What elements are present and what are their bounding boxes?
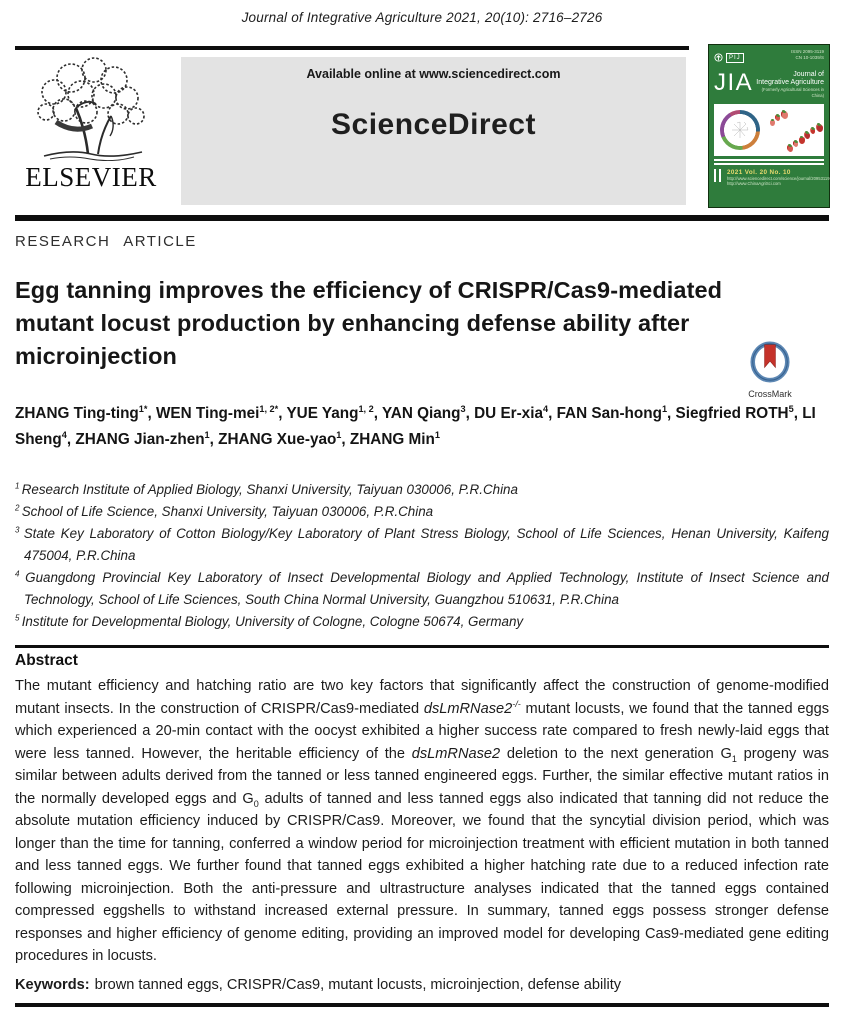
author-superscript: 1 bbox=[204, 429, 210, 440]
author-superscript: 3 bbox=[460, 403, 466, 414]
sciencedirect-banner bbox=[181, 57, 686, 205]
author-superscript: 1 bbox=[434, 429, 440, 440]
header-divider-top bbox=[15, 46, 689, 50]
elsevier-wordmark: ELSEVIER bbox=[25, 162, 157, 192]
article-title-line3: microinjection bbox=[15, 343, 178, 369]
author-name: ZHANG Xue-yao bbox=[218, 431, 337, 448]
author-superscript: 1* bbox=[138, 403, 148, 414]
caas-emblem-icon bbox=[714, 49, 723, 67]
strawberry-shape bbox=[782, 112, 788, 119]
strawberry-shape bbox=[805, 133, 810, 139]
cover-journal-name: Journal of Integrative Agriculture (Formerly Agricultural Sciences in China) bbox=[756, 71, 824, 98]
author-superscript: 4 bbox=[542, 403, 549, 414]
strawberry-shape bbox=[811, 129, 815, 134]
author-name: YUE Yang bbox=[286, 405, 359, 422]
affiliation-item: $^3$ State Key Laboratory of Cotton Biology/Key Laboratory of Plant Stress Biology, School of Life Sciences, Henan University, Kaifeng 475004, P.R.China bbox=[15, 525, 830, 563]
cover-issn-block bbox=[791, 49, 824, 61]
affiliation-item: $^2$ School of Life Science, Shanxi University, Taiyuan 030006, P.R.China bbox=[15, 503, 434, 519]
author-name: Siegfried ROTH bbox=[675, 405, 789, 422]
author-superscript: 1 bbox=[661, 403, 668, 414]
keywords-line bbox=[15, 977, 829, 993]
footer-divider bbox=[15, 1003, 829, 1007]
cover-issn-line2: CN 10-1039/S bbox=[795, 55, 824, 60]
strawberry-shape bbox=[794, 142, 798, 147]
affiliation-item: $^5$ Institute for Developmental Biology, University of Cologne, Cologne 50674, Germany bbox=[15, 613, 524, 629]
elsevier-logo-block bbox=[15, 56, 167, 210]
journal-cover-thumbnail bbox=[708, 44, 830, 208]
cover-jia-logo: JIA bbox=[714, 69, 754, 96]
crossmark-label: CrossMark bbox=[748, 389, 792, 399]
article-title-line1: Egg tanning improves the efficiency of CRISPR/Cas9-mediated bbox=[15, 277, 723, 303]
journal-citation: Journal of Integrative Agriculture 2021, 20(10): 2716–2726 bbox=[241, 10, 603, 25]
strawberry-shape bbox=[770, 120, 775, 126]
affiliation-item: $^4$ Guangdong Provincial Key Laboratory of Insect Developmental Biology and Applied Technology, Institute of Insect Science and Technology, School of Life Sciences, South China Normal University, Guangzhou 510631, P.R.China bbox=[15, 569, 830, 607]
cover-issue-line: 2021 Vol. 20 No. 10 bbox=[727, 168, 791, 176]
article-type-label: RESEARCH ARTICLE bbox=[15, 233, 197, 250]
article-title-line2: mutant locust production by enhancing defense ability after bbox=[15, 310, 690, 336]
author-superscript: 1 bbox=[336, 429, 342, 440]
cover-url-line1: http://www.sciencedirect.com/science/journal/20953119 bbox=[727, 175, 830, 181]
author-name: YAN Qiang bbox=[381, 405, 461, 422]
phylogenetic-ring-chart-image bbox=[720, 110, 760, 150]
abstract-text: The mutant efficiency and hatching ratio are two key factors that significantly affect the construction of genome-modified mutant insects. In the construction of CRISPR/Cas9-mediated dsLmRNase2-/- mutant locusts, we found that the tanned eggs which experienced a 20-min contact with the oocyst exhibited a higher success rate compared to fresh newly-laid eggs that were less tanned. However, the heritable efficiency of the dsLmRNase2 deletion to the next generation $G_1$ progeny was similar between adults derived from the tanned or less tanned engineered eggs. Further, the similar effective mutant ratios in the normally developed eggs and $G_0$ adults of tanned and less tanned eggs also indicated that tanning did not reduce the absolute mutation efficiency induced by CRISPR/Cas9. Moreover, we found that the syncytial division period, which was longer than the time for tanning, conferred a window period for microinjection treatment with efficient mutation in both tanned and less tanned eggs. We further found that tanned eggs exhibited a higher hatching rate due to a reduced infection rate following microinjection. Both the anti-pressure and ultrastructure analyses indicated that the tanned eggs contained compressed eggshells to withstand increased external pressure. In summary, tanned eggs possess stronger defense responses and higher efficiency of genome editing, providing an improved model for developing Cas9-mediated gene editing procedures in locusts. bbox=[15, 678, 829, 964]
elsevier-tree-icon bbox=[15, 56, 167, 161]
author-list: ZHANG Ting-ting$^{1*}$, WEN Ting-mei$^{1, 2*}$, YUE Yang$^{1, 2}$, YAN Qiang$^3$, DU Er-xia$^4$, FAN San-hong$^1$, Siegfried ROTH$^5$, LI Sheng$^4$, ZHANG Jian-zhen$^1$, ZHANG Xue-yao$^1$, ZHANG Min$^1$ bbox=[15, 403, 816, 448]
cover-highlight-rules bbox=[714, 159, 824, 165]
author-superscript: 1, 2 bbox=[358, 403, 374, 414]
article-title bbox=[15, 274, 815, 373]
author-name: LI Sheng bbox=[15, 405, 816, 448]
strawberry-shape bbox=[817, 125, 823, 132]
qr-code-icon bbox=[719, 169, 721, 182]
author-name: ZHANG Min bbox=[349, 431, 435, 448]
author-name: WEN Ting-mei bbox=[155, 405, 260, 422]
affiliation-list bbox=[15, 479, 829, 633]
author-name: DU Er-xia bbox=[474, 405, 543, 422]
author-name: ZHANG Jian-zhen bbox=[75, 431, 205, 448]
available-online-text: Available online at www.sciencedirect.com bbox=[306, 67, 561, 81]
qr-code-icon bbox=[714, 169, 716, 182]
strawberry-shape bbox=[776, 116, 780, 121]
crossmark-icon bbox=[750, 370, 790, 387]
author-superscript: 5 bbox=[788, 403, 794, 414]
cover-url-line2: http://www.ChinaAgriSci.com bbox=[727, 180, 781, 186]
author-superscript: 4 bbox=[61, 429, 67, 440]
author-name: ZHANG Ting-ting bbox=[15, 405, 139, 422]
journal-seal-icon: PIJ bbox=[726, 53, 744, 63]
sciencedirect-wordmark: ScienceDirect bbox=[331, 108, 536, 141]
author-name: FAN San-hong bbox=[556, 405, 662, 422]
cover-issn-line1: ISSN 2095-3119 bbox=[791, 49, 824, 54]
header-divider-bottom bbox=[15, 215, 829, 221]
keywords-text: brown tanned eggs, CRISPR/Cas9, mutant locusts, microinjection, defense ability bbox=[94, 977, 622, 993]
cover-artwork bbox=[714, 104, 824, 156]
strawberry-shape bbox=[788, 146, 793, 152]
strawberries-image bbox=[762, 106, 822, 154]
affiliation-item: $^1$ Research Institute of Applied Biology, Shanxi University, Taiyuan 030006, P.R.China bbox=[15, 481, 518, 497]
crossmark-button[interactable] bbox=[742, 341, 798, 399]
author-superscript: 1, 2* bbox=[259, 403, 279, 414]
abstract-divider-top bbox=[15, 645, 829, 648]
keywords-label: Keywords: bbox=[15, 977, 90, 993]
abstract-heading: Abstract bbox=[15, 652, 78, 669]
